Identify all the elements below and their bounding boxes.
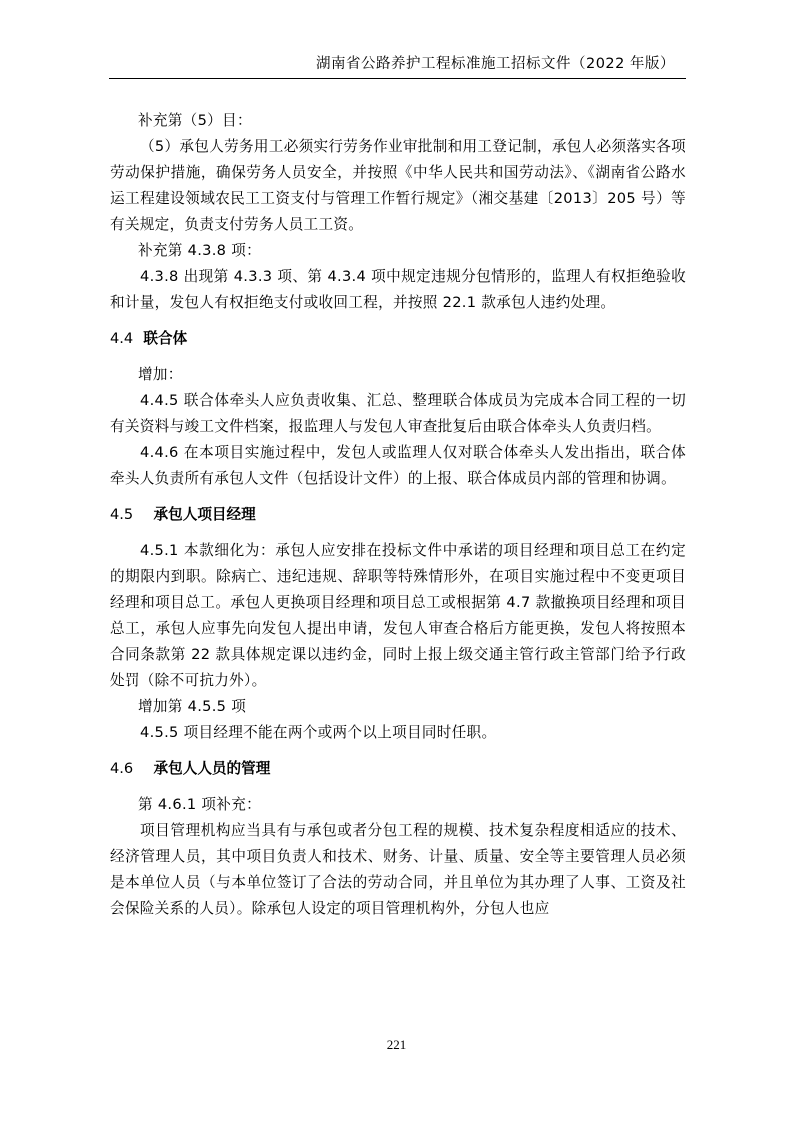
paragraph-labor-employment: （5）承包人劳务用工必须实行劳务作业审批制和用工登记制，承包人必须落实各项劳动保护措施，确保劳务人员安全，并按照《中华人民共和国劳动法》、《湖南省公路水运工程建设领域农民工工资支付与管理工作暂行规定》（湘交基建〔2013〕205 号）等有关规定，负责支付劳务人员工工资。 (110, 138, 686, 233)
section-heading-4-4 (110, 326, 686, 352)
paragraph-supplement-4-3-8-heading: 补充第 4.3.8 项： (138, 242, 261, 259)
section-heading-4-5 (110, 502, 686, 528)
page-content (110, 108, 686, 922)
paragraph-project-management-staff: 项目管理机构应当具有与承包或者分包工程的规模、技术复杂程度相适应的技术、经济管理人员，其中项目负责人和技术、财务、计量、质量、安全等主要管理人员必须是本单位人员（与本单位签订了合法的劳动合同，并且单位为其办理了人事、工资及社会保险关系的人员）。除承包人设定的项目管理机构外，分包人也应 (110, 822, 686, 917)
section-number: 4.4 (110, 330, 134, 347)
section-title: 承包人项目经理 (153, 506, 256, 523)
paragraph-addition-4-5-5-heading: 增加第 4.5.5 项 (138, 698, 247, 715)
paragraph-4-4-6: 4.4.6 在本项目实施过程中，发包人或监理人仅对联合体牵头人发出指出，联合体牵头人负责所有承包人文件（包括设计文件）的上报、联合体成员内部的管理和协调。 (110, 444, 686, 487)
section-heading-4-6 (110, 756, 686, 782)
paragraph-4-3-8: 4.3.8 出现第 4.3.3 项、第 4.3.4 项中规定违规分包情形的，监理人有权拒绝验收和计量，发包人有权拒绝支付或收回工程，并按照 22.1 款承包人违约处理。 (110, 268, 686, 311)
paragraph-4-4-5: 4.4.5 联合体牵头人应负责收集、汇总、整理联合体成员为完成本合同工程的一切有关资料与竣工文件档案，报监理人与发包人审查批复后由联合体牵头人负责归档。 (110, 392, 686, 435)
section-title: 联合体 (143, 330, 188, 347)
paragraph-4-5-5: 4.5.5 项目经理不能在两个或两个以上项目同时任职。 (140, 724, 497, 741)
paragraph-supplement-4-6-1-heading: 第 4.6.1 项补充： (138, 796, 261, 813)
header-title: 湖南省公路养护工程标准施工招标文件（2022 年版） (315, 56, 675, 72)
paragraph-4-5-1: 4.5.1 本款细化为：承包人应安排在投标文件中承诺的项目经理和项目总工在约定的期限内到职。除病亡、违纪违规、辞职等特殊情形外，在项目实施过程中不变更项目经理和项目总工。承包人更换项目经理和项目总工或根据第 4.7 款撤换项目经理和项目总工，承包人应事先向发包人提出申请，发包人审查合格后方能更换，发包人将按照本合同条款第 22 款具体规定课以违约金，同时上报上级交通主管行政主管部门给予行政处罚（除不可抗力外）。 (110, 542, 686, 689)
paragraph-addition-heading: 增加： (138, 366, 183, 383)
page-number: 221 (386, 1037, 407, 1052)
section-title: 承包人人员的管理 (153, 760, 271, 777)
section-number: 4.5 (110, 506, 134, 523)
section-number: 4.6 (110, 760, 134, 777)
header-rule (109, 78, 686, 79)
paragraph-supplement-item-5-heading: 补充第（5）目： (138, 112, 252, 129)
